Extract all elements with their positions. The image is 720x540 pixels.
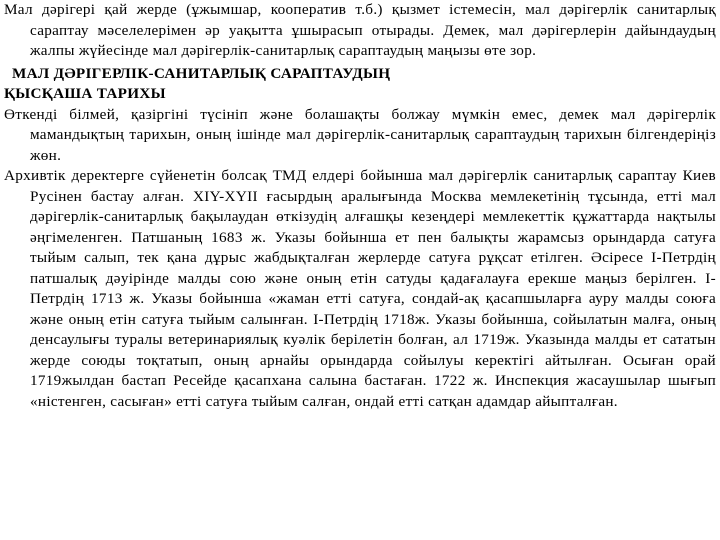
intro-paragraph: Мал дәрігері қай жерде (ұжымшар, кооператив т.б.) қызмет істемесін, мал дәрігерлік санитарлық сараптау мәселелерімен әр уақытта ұшырасып отырады. Демек, мал дәрігерлерін дайындаудың жалпы жүйесінде мал дәрігерлік-санитарлық сараптаудың маңызы өте зор. — [4, 1, 716, 59]
section-heading-line2: ҚЫСҚАША ТАРИХЫ — [4, 85, 166, 102]
section-heading — [4, 64, 716, 105]
section-heading-line1: МАЛ ДӘРІГЕРЛІК-САНИТАРЛЫҚ САРАПТАУДЫҢ — [12, 64, 391, 82]
paragraph-history-intro: Өткенді білмей, қазіргіні түсініп және болашақты болжау мүмкін емес, демек мал дәрігерлік мамандықтың тарихын, оның ішінде мал дәрігерлік-санитарлық сараптаудың тарихын білгендеріңіз жөн. — [4, 105, 716, 164]
paragraph-archive-history: Архивтік деректерге сүйенетін болсақ ТМД елдері бойынша мал дәрігерлік санитарлық сараптау Киев Русінен бастау алған. XIY-XYII ғасырдың аралығында Москва мемлекетінің тұсында, етті мал дәрігерлік-санитарлық бақылаудан өткізудің алғашқы кезеңдері мемлекеттік құжаттарда нақтылы әңгімеленген. Патшаның 1683 ж. Указы бойынша ет пен балықты жарамсыз орындарда сатуға тыйым салып, тек қана дұрыс жабдықталған жерлерде сатуға рұқсат етілген. Әсіресе І-Петрдің патшалық дәуірінде малды сою және оның етін сатуды қадағалауға ерекше маңыз берілген. І-Петрдің 1713 ж. Указы бойынша «жаман етті сатуға, сондай-ақ қасапшыларға ауру малды союға және оның етін сатуға тыйым салынған. І-Петрдің 1718ж. Указы бойынша, сойылатын малға, оның денсаулығы туралы ветеринариялық куәлік берілетін болған, ал 1719ж. Указында малды ет сататын жерде союды тоқтатып, оның арнайы орындарда сойылуы керектігі айтылған. Осыған орай 1719жылдан бастап Ресейде қасапхана салына бастаған. 1722 ж. Инспекция жасаушылар шығып «ністенген, сасыған» етті сатуға тыйым салған, ондай етті сатқан адамдар айыпталған. — [4, 167, 716, 410]
